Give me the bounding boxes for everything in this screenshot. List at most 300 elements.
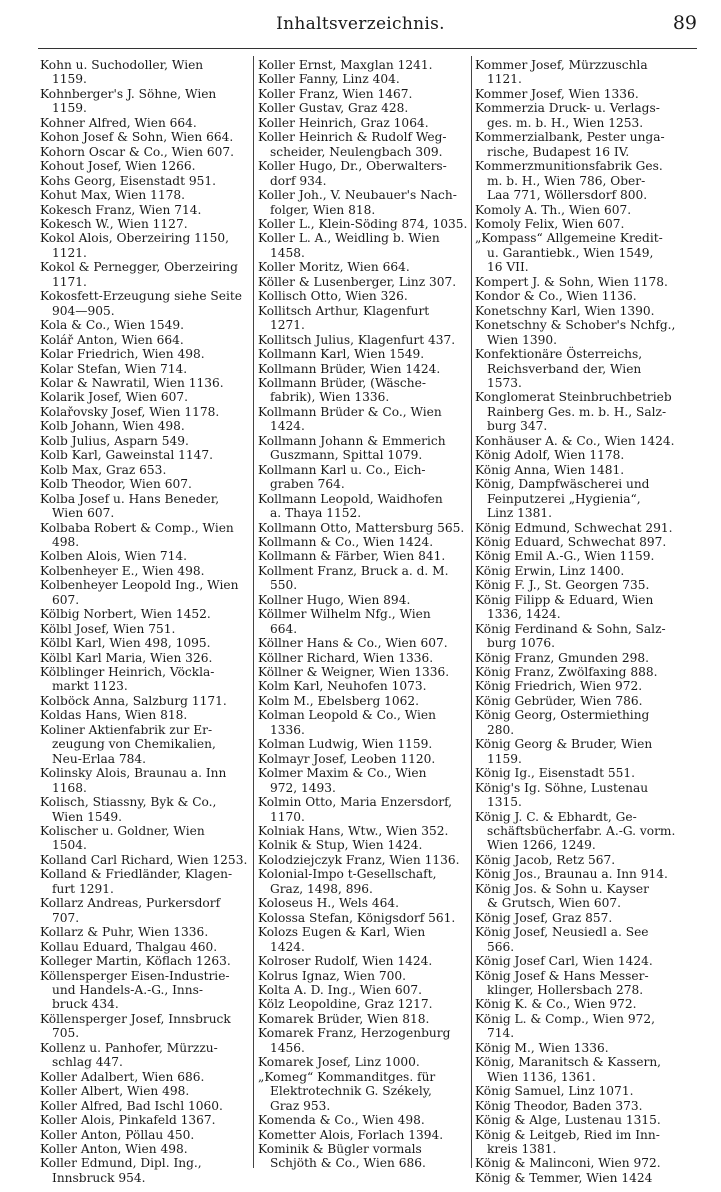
entry-name: Konglomerat Steinbruchbetrieb <box>475 390 672 405</box>
entry-name: Koliner Aktienfabrik zur Er- <box>40 722 213 737</box>
entry-name: Kolben Alois, Wien 714. <box>40 549 187 564</box>
entry-name: Komarek Franz, Herzogenburg <box>258 1026 451 1041</box>
entry-continuation: 664. <box>270 621 298 636</box>
entry-continuation: 707. <box>52 910 80 925</box>
entry-continuation: kreis 1381. <box>487 1141 557 1156</box>
entry-name: Kometter Alois, Forlach 1394. <box>258 1127 444 1142</box>
entry-name: Kolinsky Alois, Braunau a. Inn <box>40 766 227 781</box>
entry-continuation: Reichsverband der, Wien <box>487 361 642 376</box>
entry-name: Kollarz & Puhr, Wien 1336. <box>40 925 209 940</box>
entry-continuation: 1159. <box>487 751 522 766</box>
index-entry <box>40 969 250 1012</box>
index-entry <box>258 925 468 954</box>
index-entry <box>40 477 250 491</box>
index-entry <box>40 1084 250 1098</box>
entry-name: Kohut Max, Wien 1178. <box>40 188 185 203</box>
entry-name: Kollmann Brüder, Wien 1424. <box>258 361 441 376</box>
index-entry <box>258 275 468 289</box>
entry-name: Kolb Theodor, Wien 607. <box>40 477 192 492</box>
entry-name: König Theodor, Baden 373. <box>475 1098 643 1113</box>
entry-continuation: klinger, Hollersbach 278. <box>487 983 644 997</box>
index-entry <box>475 925 685 954</box>
index-entry <box>40 116 250 130</box>
entry-name: Konhäuser A. & Co., Wien 1424. <box>475 433 675 448</box>
entry-name: Koller L., Klein-Söding 874, 1035. <box>258 216 468 231</box>
entry-name: Konetschny & Schober's Nchfg., <box>475 318 676 333</box>
index-entry <box>258 867 468 896</box>
index-entry <box>258 954 468 968</box>
index-entry <box>40 853 250 867</box>
index-entry <box>475 1128 685 1157</box>
index-entry <box>258 737 468 751</box>
index-entry <box>258 376 468 405</box>
entry-name: Kokol Alois, Oberzeiring 1150, <box>40 231 230 246</box>
index-entry <box>258 896 468 910</box>
entry-name: Kohner Alfred, Wien 664. <box>40 115 197 130</box>
entry-name: Köllner Richard, Wien 1336. <box>258 650 434 665</box>
index-entry <box>258 1012 468 1026</box>
index-entry <box>475 867 685 881</box>
entry-name: Kölbl Josef, Wien 751. <box>40 621 176 636</box>
entry-name: Kolařovsky Josef, Wien 1178. <box>40 404 220 419</box>
entry-continuation: dorf 934. <box>270 173 327 188</box>
index-entry <box>475 622 685 651</box>
index-entry <box>258 101 468 115</box>
index-entry <box>475 130 685 159</box>
entry-name: Kondor & Co., Wien 1136. <box>475 289 637 304</box>
index-entry <box>40 289 250 318</box>
entry-name: Koller Heinrich, Graz 1064. <box>258 115 429 130</box>
entry-continuation: schlag 447. <box>52 1055 123 1070</box>
index-entry <box>40 954 250 968</box>
entry-name: König Edmund, Schwechat 291. <box>475 520 673 535</box>
entry-continuation: 1456. <box>270 1040 305 1055</box>
entry-name: Kolb Julius, Asparn 549. <box>40 433 189 448</box>
index-entry <box>475 390 685 433</box>
entry-name: König M., Wien 1336. <box>475 1040 609 1055</box>
index-entry <box>40 1012 250 1041</box>
entry-name: König & Alge, Lustenau 1315. <box>475 1113 661 1128</box>
entry-name: Köllmer Wilhelm Nfg., Wien <box>258 607 431 622</box>
entry-name: Kokesch Franz, Wien 714. <box>40 202 202 217</box>
entry-name: Kölbig Norbert, Wien 1452. <box>40 607 211 622</box>
index-entry <box>258 997 468 1011</box>
index-entry <box>475 549 685 563</box>
entry-name: Kohn u. Suchodoller, Wien <box>40 58 204 72</box>
entry-name: Koller Fanny, Linz 404. <box>258 72 400 87</box>
entry-name: Kokosfett-Erzeugung siehe Seite <box>40 289 242 304</box>
entry-continuation: zeugung von Chemikalien, <box>52 737 216 752</box>
index-entry <box>40 260 250 289</box>
entry-name: König K. & Co., Wien 972. <box>475 997 637 1012</box>
index-entry <box>475 58 685 87</box>
entry-name: Kollitsch Julius, Klagenfurt 437. <box>258 332 456 347</box>
index-entry <box>475 318 685 347</box>
index-entry <box>258 521 468 535</box>
entry-name: Kollmann Brüder & Co., Wien <box>258 404 442 419</box>
index-entry <box>258 983 468 997</box>
index-entry <box>258 969 468 983</box>
index-entry <box>475 231 685 274</box>
entry-name: König & Leitgeb, Ried im Inn- <box>475 1127 660 1142</box>
index-entry <box>258 1070 468 1113</box>
entry-name: Kollmann & Färber, Wien 841. <box>258 549 446 564</box>
entry-name: König L. & Comp., Wien 972, <box>475 1011 656 1026</box>
entry-name: Kollmann Leopold, Waidhofen <box>258 491 443 506</box>
index-column-3 <box>475 58 685 1185</box>
entry-continuation: burg 1076. <box>487 636 556 651</box>
index-entry <box>258 549 468 563</box>
entry-continuation: und Handels-A.-G., Inns- <box>52 983 204 997</box>
index-entry <box>475 217 685 231</box>
index-entry <box>258 1113 468 1127</box>
entry-name: Kolb Johann, Wien 498. <box>40 419 185 434</box>
entry-name: Kolnik & Stup, Wien 1424. <box>258 838 423 853</box>
index-entry <box>40 159 250 173</box>
entry-name: Kolba Josef u. Hans Beneder, <box>40 491 220 506</box>
entry-name: Konetschny Karl, Wien 1390. <box>475 303 655 318</box>
index-entry <box>475 1171 685 1185</box>
index-entry <box>40 419 250 433</box>
entry-continuation: 607. <box>52 592 80 607</box>
entry-name: Kollmann Johann & Emmerich <box>258 433 446 448</box>
entry-name: König Josef, Neusiedl a. See <box>475 925 649 940</box>
index-entry <box>40 665 250 694</box>
entry-name: Koller Joh., V. Neubauer's Nach- <box>258 188 457 203</box>
index-entry <box>258 766 468 795</box>
entry-name: Kolmin Otto, Maria Enzersdorf, <box>258 795 453 810</box>
entry-continuation: 1170. <box>270 809 305 824</box>
entry-continuation: scheider, Neulengbach 309. <box>270 144 443 159</box>
index-entry <box>40 1156 250 1185</box>
index-entry <box>40 362 250 376</box>
index-entry <box>40 636 250 650</box>
entry-continuation: 1168. <box>52 780 87 795</box>
index-entry <box>475 665 685 679</box>
entry-name: Kolossa Stefan, Königsdorf 561. <box>258 910 456 925</box>
index-column-2 <box>258 58 468 1171</box>
entry-name: Kolarik Josef, Wien 607. <box>40 390 189 405</box>
entry-name: Kollisch Otto, Wien 326. <box>258 289 408 304</box>
entry-continuation: 1159. <box>52 101 87 116</box>
entry-name: Koller Edmund, Dipl. Ing., <box>40 1156 202 1171</box>
index-entry <box>40 390 250 404</box>
index-entry <box>258 159 468 188</box>
entry-name: Koller Alois, Pinkafeld 1367. <box>40 1113 216 1128</box>
entry-name: Kommerzia Druck- u. Verlags- <box>475 101 660 116</box>
entry-name: Kolniak Hans, Wtw., Wien 352. <box>258 824 449 839</box>
entry-name: Koller Heinrich & Rudolf Weg- <box>258 130 447 145</box>
entry-name: König & Temmer, Wien 1424 <box>475 1170 653 1185</box>
entry-continuation: Laa 771, Wöllersdorf 800. <box>487 188 648 203</box>
entry-name: Kola & Co., Wien 1549. <box>40 318 184 333</box>
index-entry <box>475 347 685 390</box>
entry-name: Kompert J. & Sohn, Wien 1178. <box>475 274 668 289</box>
entry-name: Koller Moritz, Wien 664. <box>258 260 410 275</box>
index-entry <box>258 665 468 679</box>
index-entry <box>258 1055 468 1069</box>
index-entry <box>40 1128 250 1142</box>
entry-continuation: & Grutsch, Wien 607. <box>487 896 621 911</box>
index-entry <box>40 448 250 462</box>
entry-name: Kolroser Rudolf, Wien 1424. <box>258 954 433 969</box>
entry-continuation: schäftsbücherfabr. A.-G. vorm. <box>487 824 676 839</box>
index-entry <box>40 347 250 361</box>
entry-name: König Josef, Graz 857. <box>475 910 613 925</box>
entry-name: Kollment Franz, Bruck a. d. M. <box>258 563 449 578</box>
index-entry <box>258 58 468 72</box>
entry-name: König Josef & Hans Messer- <box>475 968 649 983</box>
entry-continuation: furt 1291. <box>52 881 114 896</box>
entry-name: König Emil A.-G., Wien 1159. <box>475 549 655 564</box>
index-entry <box>258 463 468 492</box>
index-entry <box>258 87 468 101</box>
entry-continuation: Wien 1136, 1361. <box>487 1069 596 1084</box>
entry-name: Komarek Josef, Linz 1000. <box>258 1055 420 1070</box>
entry-name: Kohnberger's J. Söhne, Wien <box>40 86 217 101</box>
entry-name: Koller Adalbert, Wien 686. <box>40 1069 205 1084</box>
index-entry <box>40 174 250 188</box>
entry-name: Kölbl Karl, Wien 498, 1095. <box>40 636 211 651</box>
entry-name: Kommer Josef, Wien 1336. <box>475 86 639 101</box>
entry-name: König Filipp & Eduard, Wien <box>475 592 654 607</box>
index-entry <box>475 521 685 535</box>
entry-name: Kohs Georg, Eisenstadt 951. <box>40 173 216 188</box>
index-entry <box>475 535 685 549</box>
entry-continuation: Feinputzerei „Hygienia“, <box>487 491 641 506</box>
entry-name: Kollmann & Co., Wien 1424. <box>258 534 434 549</box>
entry-name: Kolta A. D. Ing., Wien 607. <box>258 983 423 997</box>
entry-name: Komoly A. Th., Wien 607. <box>475 202 632 217</box>
index-entry <box>40 1070 250 1084</box>
entry-continuation: 1336, 1424. <box>487 607 561 622</box>
entry-continuation: Rainberg Ges. m. b. H., Salz- <box>487 404 667 419</box>
entry-name: König, Maranitsch & Kassern, <box>475 1055 662 1070</box>
index-entry <box>258 708 468 737</box>
index-entry <box>258 1128 468 1142</box>
index-entry <box>258 333 468 347</box>
entry-name: Kölblinger Heinrich, Vöckla- <box>40 665 215 680</box>
index-entry <box>475 997 685 1011</box>
index-column-1 <box>40 58 250 1185</box>
index-entry <box>258 607 468 636</box>
index-entry <box>475 578 685 592</box>
entry-continuation: Wien 1549. <box>52 809 123 824</box>
index-entry <box>475 882 685 911</box>
index-entry <box>40 549 250 563</box>
index-entry <box>258 362 468 376</box>
entry-continuation: 904—905. <box>52 303 115 318</box>
entry-name: König Friedrich, Wien 972. <box>475 679 643 694</box>
entry-continuation: a. Thaya 1152. <box>270 506 362 521</box>
entry-name: König Jos. & Sohn u. Kayser <box>475 881 649 896</box>
index-entry <box>475 434 685 448</box>
index-entry <box>475 101 685 130</box>
index-entry <box>258 304 468 333</box>
entry-name: Kollitsch Arthur, Klagenfurt <box>258 303 430 318</box>
entry-name: Kolm Karl, Neuhofen 1073. <box>258 679 427 694</box>
entry-continuation: 16 VII. <box>487 260 529 275</box>
entry-name: Kolodziejczyk Franz, Wien 1136. <box>258 852 460 867</box>
index-entry <box>40 723 250 766</box>
entry-name: König Ferdinand & Sohn, Salz- <box>475 621 666 636</box>
entry-name: König J. C. & Ebhardt, Ge- <box>475 809 637 824</box>
index-entry <box>258 347 468 361</box>
entry-continuation: Schjöth & Co., Wien 686. <box>270 1156 426 1171</box>
entry-continuation: 714. <box>487 1026 515 1041</box>
index-entry <box>475 954 685 968</box>
index-entry <box>258 824 468 838</box>
index-entry <box>258 260 468 274</box>
entry-continuation: 1315. <box>487 795 522 810</box>
index-entry <box>40 521 250 550</box>
index-entry <box>40 1113 250 1127</box>
entry-name: Kollau Eduard, Thalgau 460. <box>40 939 218 954</box>
entry-name: „Komeg“ Kommanditges. für <box>258 1069 436 1084</box>
index-entry <box>40 203 250 217</box>
index-entry <box>475 737 685 766</box>
entry-continuation: 1573. <box>487 375 522 390</box>
entry-continuation: 280. <box>487 722 515 737</box>
index-entry <box>40 694 250 708</box>
entry-name: König Adolf, Wien 1178. <box>475 448 625 463</box>
index-entry <box>475 810 685 853</box>
entry-name: Kohout Josef, Wien 1266. <box>40 159 196 174</box>
index-entry <box>475 304 685 318</box>
entry-continuation: Innsbruck 954. <box>52 1170 146 1185</box>
index-entry <box>40 708 250 722</box>
index-entry <box>475 679 685 693</box>
index-entry <box>258 679 468 693</box>
entry-continuation: 1159. <box>52 72 87 87</box>
entry-name: Koller Ernst, Maxglan 1241. <box>258 58 433 72</box>
entry-name: König Josef Carl, Wien 1424. <box>475 954 653 969</box>
index-entry <box>40 651 250 665</box>
entry-continuation: 1121. <box>487 72 522 87</box>
entry-name: Kolb Max, Graz 653. <box>40 462 167 477</box>
entry-continuation: rische, Budapest 16 IV. <box>487 144 630 159</box>
entry-name: König Georg & Bruder, Wien <box>475 737 653 752</box>
entry-name: Koller Albert, Wien 498. <box>40 1084 190 1099</box>
index-entry <box>475 651 685 665</box>
entry-name: Kolar Friedrich, Wien 498. <box>40 347 205 362</box>
entry-name: König Eduard, Schwechat 897. <box>475 534 667 549</box>
entry-continuation: graben 764. <box>270 477 345 492</box>
index-entry <box>40 1041 250 1070</box>
column-divider <box>253 56 254 1168</box>
entry-name: Kölz Leopoldine, Graz 1217. <box>258 997 433 1012</box>
page-header <box>0 12 721 42</box>
entry-name: Koller Gustav, Graz 428. <box>258 101 409 116</box>
index-entry <box>40 405 250 419</box>
index-entry <box>475 159 685 202</box>
index-entry <box>40 333 250 347</box>
index-entry <box>258 492 468 521</box>
entry-continuation: 1336. <box>270 722 305 737</box>
entry-name: König Ig., Eisenstadt 551. <box>475 766 636 781</box>
index-entry <box>258 289 468 303</box>
index-entry <box>40 564 250 578</box>
index-entry <box>258 636 468 650</box>
entry-continuation: ges. m. b. H., Wien 1253. <box>487 115 644 130</box>
index-entry <box>258 752 468 766</box>
entry-name: Kolland & Friedländer, Klagen- <box>40 867 233 882</box>
index-entry <box>258 188 468 217</box>
entry-name: Kommerzialbank, Pester unga- <box>475 130 665 145</box>
index-entry <box>40 492 250 521</box>
entry-name: Koller Alfred, Bad Ischl 1060. <box>40 1098 223 1113</box>
entry-name: Kolm M., Ebelsberg 1062. <box>258 693 420 708</box>
index-entry <box>258 231 468 260</box>
entry-continuation: Graz, 1498, 896. <box>270 881 373 896</box>
index-entry <box>475 87 685 101</box>
index-entry <box>475 203 685 217</box>
index-entry <box>475 463 685 477</box>
index-entry <box>258 405 468 434</box>
entry-name: Kokol & Pernegger, Oberzeiring <box>40 260 238 275</box>
entry-continuation: Wien 1390. <box>487 332 558 347</box>
entry-name: Konfektionäre Österreichs, <box>475 347 643 362</box>
index-entry <box>40 795 250 824</box>
index-entry <box>40 434 250 448</box>
entry-name: Kolland Carl Richard, Wien 1253. <box>40 852 248 867</box>
entry-name: Koller Hugo, Dr., Oberwalters- <box>258 159 447 174</box>
index-entry <box>475 289 685 303</box>
index-entry <box>475 564 685 578</box>
index-entry <box>40 867 250 896</box>
entry-name: König F. J., St. Georgen 735. <box>475 578 650 593</box>
entry-continuation: Neu-Erlaa 784. <box>52 751 147 766</box>
page-number: 89 <box>672 12 697 34</box>
entry-name: Kolmer Maxim & Co., Wien <box>258 766 427 781</box>
index-entry <box>258 535 468 549</box>
entry-continuation: 550. <box>270 578 298 593</box>
index-entry <box>475 1156 685 1170</box>
entry-name: Koldas Hans, Wien 818. <box>40 708 188 723</box>
index-entry <box>475 448 685 462</box>
index-entry <box>258 853 468 867</box>
index-entry <box>40 607 250 621</box>
entry-continuation: 1121. <box>52 245 87 260</box>
column-divider <box>471 56 472 1168</box>
entry-name: Komoly Felix, Wien 607. <box>475 216 625 231</box>
index-entry <box>40 578 250 607</box>
index-entry <box>40 188 250 202</box>
entry-continuation: fabrik), Wien 1336. <box>270 390 390 405</box>
entry-name: Kolisch, Stiassny, Byk & Co., <box>40 795 217 810</box>
index-entry <box>258 593 468 607</box>
entry-name: Kolb Karl, Gaweinstal 1147. <box>40 448 214 463</box>
entry-continuation: 1424. <box>270 939 305 954</box>
index-entry <box>40 463 250 477</box>
index-entry <box>258 564 468 593</box>
entry-name: Komarek Brüder, Wien 818. <box>258 1011 430 1026</box>
index-entry <box>258 838 468 852</box>
entry-name: König Gebrüder, Wien 786. <box>475 693 643 708</box>
entry-continuation: Linz 1381. <box>487 506 553 521</box>
index-entry <box>40 217 250 231</box>
index-entry <box>258 651 468 665</box>
entry-name: Kolář Anton, Wien 664. <box>40 332 184 347</box>
entry-name: Kolböck Anna, Salzburg 1171. <box>40 693 227 708</box>
entry-name: Kollner Hugo, Wien 894. <box>258 592 411 607</box>
entry-name: König Erwin, Linz 1400. <box>475 563 625 578</box>
entry-name: Koller L. A., Weidling b. Wien <box>258 231 440 246</box>
entry-name: Kolmayr Josef, Leoben 1120. <box>258 751 436 766</box>
index-entry <box>258 795 468 824</box>
index-entry <box>258 1142 468 1171</box>
index-entry <box>475 593 685 622</box>
